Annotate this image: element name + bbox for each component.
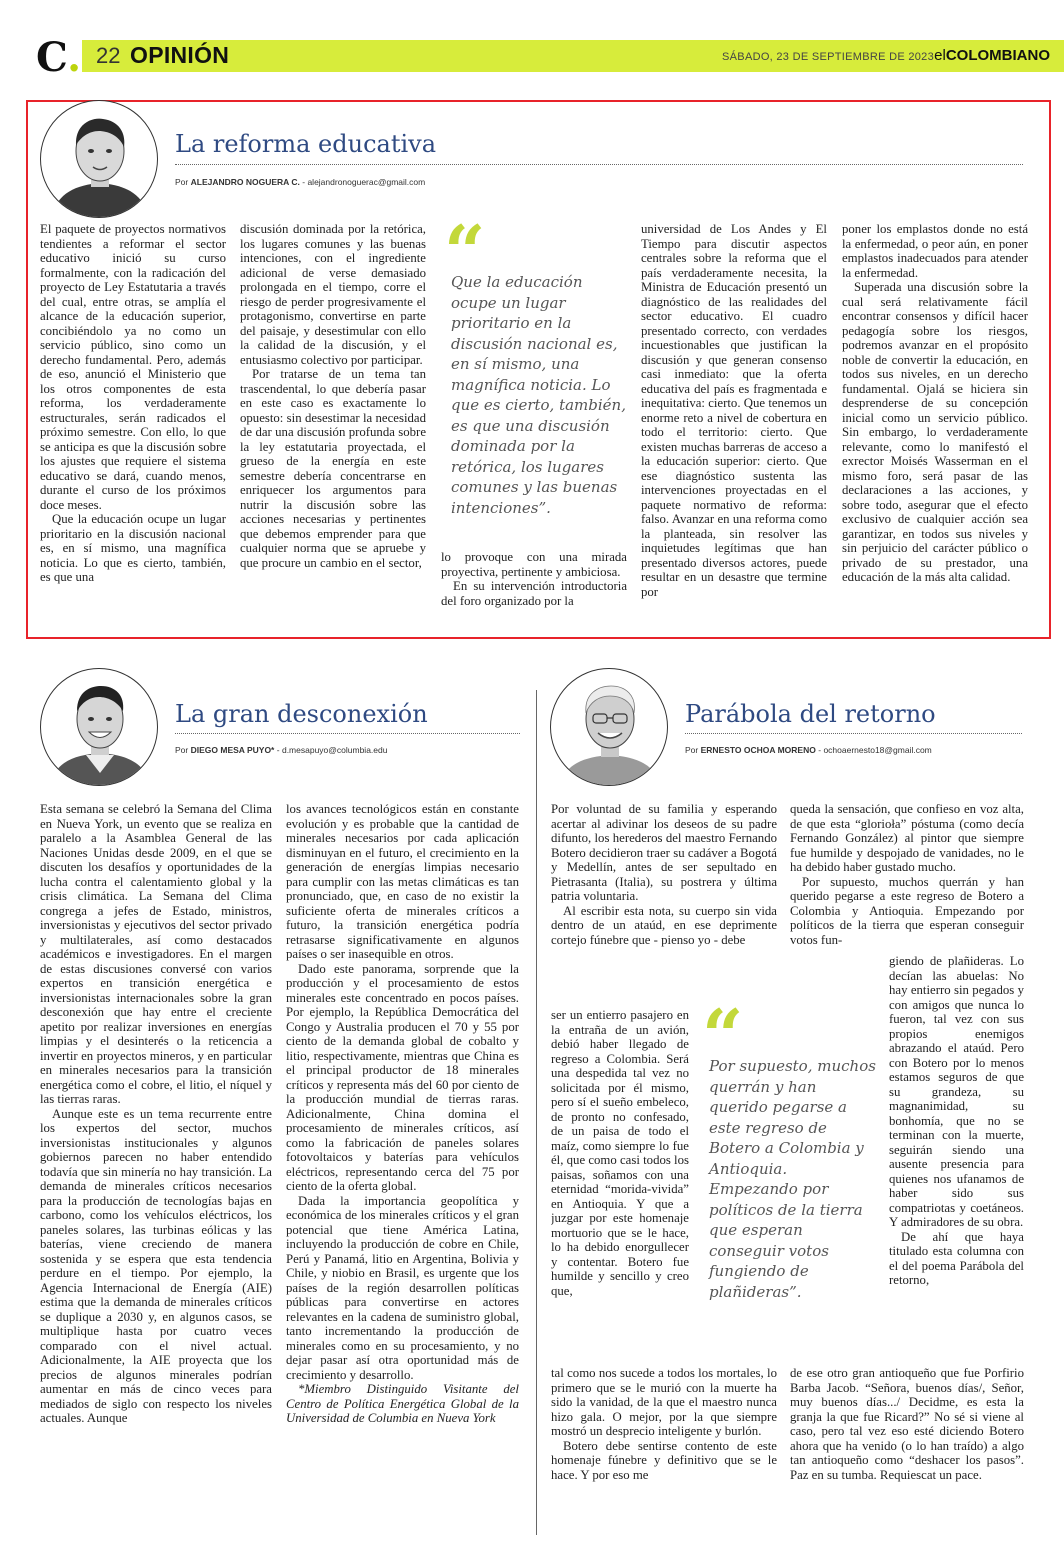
column-divider (536, 690, 537, 1535)
author-portrait-mesa (40, 668, 158, 786)
byline: Por ERNESTO OCHOA MORENO - ochoaernesto18@gmail.com (685, 745, 932, 755)
author-note: *Miembro Distinguido Visitante del Centro de Política Energética Global de la Universidad de Columbia en Nueva York (286, 1382, 519, 1425)
article-column-5: poner los emplastos donde no está la enfermedad, o peor aún, en poner emplastos inadecuados para atender la enfermedad. Superada una discusión sobre la cual será relativamente fácil encontrar consensos y difícil hacer pedagogía sobre los riesgos, podremos avanzar en el propósito noble de convertir la educación, en todos sus niveles, en un derecho fundamental. Ojalá se hiciera sin desprenderse de su concepción inicial como un servicio público. Sin embargo, lo verdaderamente relevante, como lo manifestó el exrector Moisés Wasserman en el mismo foro, será pasar de las declaraciones a las acciones, y sobre todo, asegurar que el efecto exclusivo de cualquier acción sea garantizar, en todos sus niveles y sin perjuicio del carácter público o privado de su prestador, una educación de la más alta calidad. (842, 222, 1028, 584)
article-column-1: El paquete de proyectos normativos tendientes a reformar el sector educativo inició su curso formalmente, con la radicación del proyecto de Ley Estatutaria a través del cual, entre otras, se amplía el alcance de la educación superior, concibiéndolo ya no como un servicio público, sino como un derecho fundamental. Pero, además de eso, anunció el Ministerio que los otros componentes de esta reforma, los verdaderamente estructurales, serán radicados el próximo semestre. Con ello, lo que se anticipa es que la discusión sobre los ajustes que requiere el sistema educativo se dará, cuando menos, durante el curso de los próximos doce meses. Que la educación ocupe un lugar prioritario en la discusión nacional es, en sí mismo, una magnífica noticia. Lo que es cierto, también, es que una (40, 222, 226, 584)
author-portrait-noguera (40, 100, 158, 218)
byline: Por ALEJANDRO NOGUERA C. - alejandronoguerac@gmail.com (175, 177, 426, 187)
author-email[interactable]: alejandronoguerac@gmail.com (307, 177, 426, 187)
title-divider (175, 733, 520, 734)
page-header (36, 34, 1064, 81)
byline: Por DIEGO MESA PUYO* - d.mesapuyo@columbia.edu (175, 745, 388, 755)
article-column-4: universidad de Los Andes y El Tiempo para discutir aspectos centrales sobre la reforma que el país verdaderamente necesita, la Ministra de Educación presentó un diagnóstico de las realidades del sector educativo. El cuadro presentado correcto, con verdades incuestionables que justifican la discusión y que generan consenso casi inmediato: que la oferta educativa del país es fragmentada e inequitativa: cierto. Que tenemos un enorme reto a nivel de cobertura en todo el territorio: cierto. Que existen muchas barreras de acceso a la educación superior: cierto. Que ese diagnóstico sustenta las intervenciones proyectadas en el paquete normativo de reforma: falso. Avanzar en una reforma como la planteada, sin resolver las inquietudes legítimas que han presentado diversos actores, puede resultar en un desastre que termine por (641, 222, 827, 599)
author-email[interactable]: ochoaernesto18@gmail.com (823, 745, 932, 755)
pull-quote: Por supuesto, muchos querrán y han querido pegarse a este regreso de Botero a Colombia y Antioquia. Empezando por políticos de la tierra que esperan conseguir votos fungiendo de plañideras”. (709, 1057, 876, 1301)
title-divider (175, 164, 1023, 165)
section-name: OPINIÓN (130, 42, 230, 68)
article-column-2-top: queda la sensación, que confieso en voz alta, de que esta “glorioła” póstuma (como decía Fernando González) al pintor que siempre fue humilde y despojado de vanidades, no le ha debido haber gustado mucho. Por supuesto, muchos querrán y han querido pegarse a este regreso de Botero a Colombia y Antioquia. Empezando por políticos de la tierra que esperan conseguir votos fun- (790, 802, 1024, 947)
author-portrait-ochoa (550, 668, 668, 786)
article-title: La gran desconexión (175, 700, 428, 728)
publication-date: SÁBADO, 23 DE SEPTIEMBRE DE 2023 (722, 51, 934, 63)
author-email[interactable]: d.mesapuyo@columbia.edu (281, 745, 388, 755)
article-column-1: Esta semana se celebró la Semana del Clima en Nueva York, un evento que se realiza en paralelo a la Asamblea General de las Naciones Unidas desde 2009, en el que se discuten los desafíos y oportunidades de la lucha contra el calentamiento global y la crisis climática. La Semana del Clima congrega a jefes de Estado, ministros, inversionistas y ejecutivos del sector privado y multilaterales, así como destacados académicos e investigadores. En el margen de estas discusiones conversé con varios expertos en transición energética e inversionistas internacionales sobre la gran desconexión que hay entre el creciente apetito por realizar inversiones en energías limpias y el desinterés o la reticencia a invertir en proyectos mineros, y en particular en minerales necesarios para la transición energética como el cobre, el litio, el níquel y las tierras raras. Aunque este es un tema recurrente entre los expertos del sector, muchos inversionistas institucionales y algunos gobiernos parecen no haber entendido todavía que sin minería no hay transición. La demanda de minerales críticos necesarios para la producción de tecnologías bajas en carbono, como los vehículos eléctricos, los paneles solares, las turbinas eólicas y las baterías, viene creciendo de manera sostenida y se espera que esta tendencia perdure en el tiempo. Por ejemplo, la Agencia Internacional de Energía (AIE) estima que la demanda de minerales críticos se duplique a 2030 y, en algunos casos, se multiplique hasta por cuatro veces comparado con el nivel actual. Adicionalmente, la AIE proyecta que los precios de algunos minerales podrían aumentar en más de cinco veces para mediados de siglo con respecto los niveles actuales. Aunque (40, 802, 272, 1425)
article-column-1-top: Por voluntad de su familia y esperando acertar al adivinar los deseos de su padre difunto, los herederos del maestro Fernando Botero decidieron traer su cadáver a Bogotá y Medellín, antes de ser sepultado en Pietrasanta (Italia), su postrera y última patria voluntaria. Al escribir esta nota, su cuerpo sin vida dentro de un ataúd, en ese deprimente cortejo fúnebre que - pienso yo - debe (551, 802, 777, 947)
pull-quote: Que la educación ocupe un lugar prioritario en la discusión nacional es, en sí mismo, una magnífica noticia. Lo que es cierto, también, es que una discusión dominada por la retórica, los lugares comunes y las buenas intenciones”. (451, 273, 626, 517)
brand-name: elCOLOMBIANO (934, 47, 1050, 64)
title-divider (685, 733, 1022, 734)
article-column-2: los avances tecnológicos están en constante evolución y es probable que la cantidad de minerales necesarios por cada aplicación disminuyan en el futuro, el crecimiento en la generación de energías limpias necesario para cumplir con las metas climáticas es tan pronunciado, que, en caso de no existir la suficiente oferta de minerales críticos a futuro, la transición energética podría retrasarse significativamente en algunos países o ser inasequible en otros. Dado este panorama, sorprende que la producción y el procesamiento de estos minerales este concentrado en pocos países. Por ejemplo, la República Democrática del Congo y Australia producen el 70 y 55 por ciento de la demanda global de cobalto y litio, respectivamente, mientras que China es el principal productor de 18 minerales críticos y representa más del 60 por ciento de la producción mundial de tierras raras. Adicionalmente, China domina el procesamiento de minerales críticos, así como la fabricación de paneles solares fotovoltaicos y baterías para vehículos eléctricos, representando cerca del 75 por ciento de la oferta global. Dada la importancia geopolítica y económica de los minerales críticos y el gran potencial que tiene América Latina, incluyendo la producción de cobre en Chile, Perú y Panamá, litio en Argentina, Bolivia y Chile, y niobio en Brasil, es urgente que los países de la región desarrollen políticas públicas para convertirse en actores relevantes en la cadena de suministro global, tanto incrementando la producción de minerales como en su procesamiento, y no dejar pasar así otra oportunidad más de crecimiento y desarrollo. *Miembro Distinguido Visitante del Centro de Política Energética Global de la Universidad de Columbia en Nueva York (286, 802, 519, 1425)
article-column-2: discusión dominada por la retórica, los lugares comunes y las buenas intenciones, con el ingrediente adicional de verse demasiado prolongada en el tiempo, corre el riesgo de perder progresivamente el protagonismo, convertirse en parte del paisaje, y desestimular con ello la calidad de la discusión, y el entusiasmo colectivo por participar. Por tratarse de un tema tan trascendental, lo que debería pasar en este caso es exactamente lo opuesto: sin desestimar la necesidad de dar una discusión profunda sobre la ley estatutaria proyectada, el grueso de la energía en este semestre debería concentrarse en enriquecer los argumentos para nutrir la discusión sobre las acciones necesarias y pertinentes que debemos emprender para que cualquier norma que se apruebe y que procure un cambio en el sector, (240, 222, 426, 570)
article-column-1-narrow: ser un entierro pasajero en la entraña de un avión, debió haber llegado de regreso a Colombia. Será una despedida tal vez no solicitada por él mismo, pero sí el sueño embeleco, de pronto no confesado, de un paisa de todo el maíz, como siempre lo fue él, que como casi todos los paisas, soñamos con una eternidad “morida-vivida” en Antioquia. Y que a juzgar por este homenaje mortuorio que se le hace, lo ha debido enorgullecer y contentar. Botero fue humilde y sencillo y creo que, (551, 1008, 689, 1298)
page-number: 22 (96, 43, 121, 68)
header-band (82, 40, 1064, 72)
newspaper-logo: C. (36, 34, 82, 81)
article-title: La reforma educativa (175, 130, 437, 158)
article-column-1-bottom: tal como nos sucede a todos los mortales, lo primero que se le murió con la muerte ha sido la vanidad, de la que el maestro nunca hizo gala. O mejor, por la que siempre mostró un desprecio inteligente y burlón. Botero debe sentirse contento de este homenaje fúnebre y definitivo que se le hace. Y por eso me (551, 1366, 777, 1482)
quote-mark-icon: “ (444, 209, 486, 294)
article-column-2-narrow: giendo de plañideras. Lo decían las abuelas: No hay entierro sin pegados y con amigos que nunca lo fueron, tal vez con sus propios enemigos abrazando el ataúd. Pero con Botero por lo menos estamos seguros de que su grandeza, su magnanimidad, su bonhomía, que no se terminan con la muerte, seguirán siendo una ausente presencia para quienes nos ufanamos de haber sido sus compatriotas y coetáneos. Y admiradores de su obra. De ahí que haya titulado esta columna con el del poema Parábola del retorno, (889, 954, 1024, 1287)
article-title: Parábola del retorno (685, 700, 936, 728)
article-column-3: lo provoque con una mirada proyectiva, pertinente y ambiciosa. En su intervención introductoria del foro organizado por la (441, 550, 627, 608)
article-column-2-bottom: de ese otro gran antioqueño que fue Porfirio Barba Jacob. “Señora, buenos días/, Señor, muy buenos días.../ Decidme, es esta la granja la que fue Ricard?” No sé si viene al caso, pero tal vez eso esté diciendo Botero ahora que ha venido (o lo han traído) a algo tan antioqueño como “deshacer los pasos”. Paz en su tumba. Requiescat un pace. (790, 1366, 1024, 1482)
quote-mark-icon: “ (702, 993, 744, 1078)
